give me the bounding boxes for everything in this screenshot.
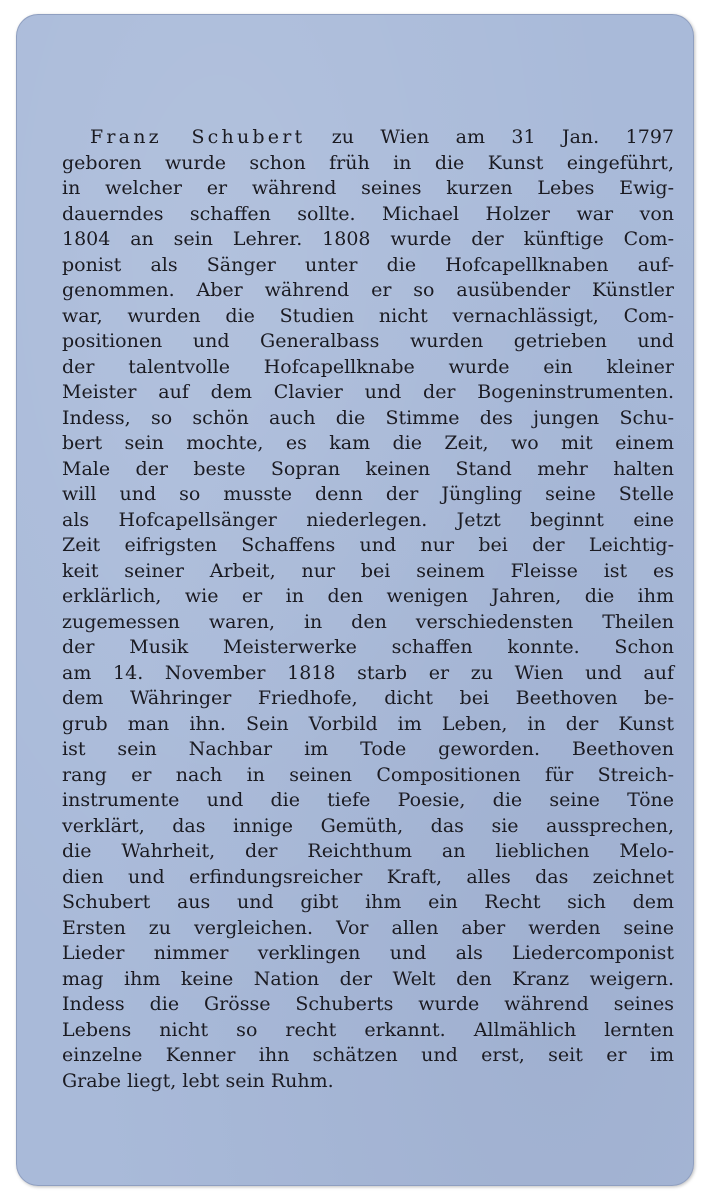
text-line: dem Währinger Friedhofe, dicht bei Beethoven be-: [62, 687, 674, 709]
text-line: genommen. Aber während er so ausübender Künstler: [62, 279, 674, 301]
text-line: die Wahrheit, der Reichthum an lieblichen Melo-: [62, 840, 674, 862]
text-line: geboren wurde schon früh in die Kunst eingeführt,: [62, 151, 674, 174]
text-line: ponist als Sänger unter die Hofcapellknaben auf-: [62, 253, 674, 276]
text-line: der Musik Meisterwerke schaffen konnte. Schon: [62, 636, 674, 658]
text-line: grub man ihn. Sein Vorbild im Leben, in der Kunst: [62, 712, 674, 735]
text-line: Indess die Grösse Schuberts wurde während seines: [62, 993, 674, 1015]
text-line: mag ihm keine Nation der Welt den Kranz weigern.: [62, 967, 674, 990]
text-line: Franz Schubert zu Wien am 31 Jan. 1797: [90, 126, 674, 148]
text-line: dauerndes schaffen sollte. Michael Holzer war von: [62, 202, 674, 225]
biography-card: [16, 14, 694, 1186]
text-line: Lebens nicht so recht erkannt. Allmählich lernten: [62, 1018, 674, 1041]
text-line: der talentvolle Hofcapellknabe wurde ein kleiner: [62, 355, 674, 378]
biography-text: [62, 125, 674, 1094]
text-line: will und so musste denn der Jüngling seine Stelle: [62, 483, 674, 505]
text-line: Lieder nimmer verklingen und als Liedercomponist: [62, 942, 674, 964]
text-line: Grabe liegt, lebt sein Ruhm.: [62, 1069, 334, 1092]
text-line: Schubert aus und gibt ihm ein Recht sich dem: [62, 891, 674, 913]
text-line: als Hofcapellsänger niederlegen. Jetzt beginnt eine: [62, 508, 674, 531]
text-line: einzelne Kenner ihn schätzen und erst, seit er im: [62, 1044, 674, 1066]
text-line: ist sein Nachbar im Tode geworden. Beethoven: [62, 738, 674, 760]
text-line: am 14. November 1818 starb er zu Wien und auf: [62, 661, 674, 684]
text-line: Meister auf dem Clavier und der Bogeninstrumenten.: [62, 381, 674, 403]
text-line: in welcher er während seines kurzen Lebes Ewig-: [62, 177, 674, 199]
subject-name: Franz Schubert: [90, 126, 306, 148]
text-line: Ersten zu vergleichen. Vor allen aber werden seine: [62, 916, 674, 939]
text-line: instrumente und die tiefe Poesie, die seine Töne: [62, 789, 674, 811]
text-line: zugemessen waren, in den verschiedensten Theilen: [62, 610, 674, 633]
text-line: verklärt, das innige Gemüth, das sie aussprechen,: [62, 814, 674, 837]
text-line: Zeit eifrigsten Schaffens und nur bei der Leichtig-: [62, 534, 674, 556]
text-line: keit seiner Arbeit, nur bei seinem Fleisse ist es: [62, 559, 674, 582]
text-line: erklärlich, wie er in den wenigen Jahren, die ihm: [62, 585, 674, 607]
text-line: bert sein mochte, es kam die Zeit, wo mit einem: [62, 432, 674, 454]
text-line: positionen und Generalbass wurden getrieben und: [62, 330, 674, 352]
text-line: dien und erfindungsreicher Kraft, alles das zeichnet: [62, 865, 674, 888]
text-line: rang er nach in seinen Compositionen für Streich-: [62, 763, 674, 786]
text-line: 1804 an sein Lehrer. 1808 wurde der künftige Com-: [62, 228, 674, 250]
text-line: Indess, so schön auch die Stimme des jungen Schu-: [62, 406, 674, 429]
text-line: war, wurden die Studien nicht vernachlässigt, Com-: [62, 304, 674, 327]
text-line: Male der beste Sopran keinen Stand mehr halten: [62, 457, 674, 480]
